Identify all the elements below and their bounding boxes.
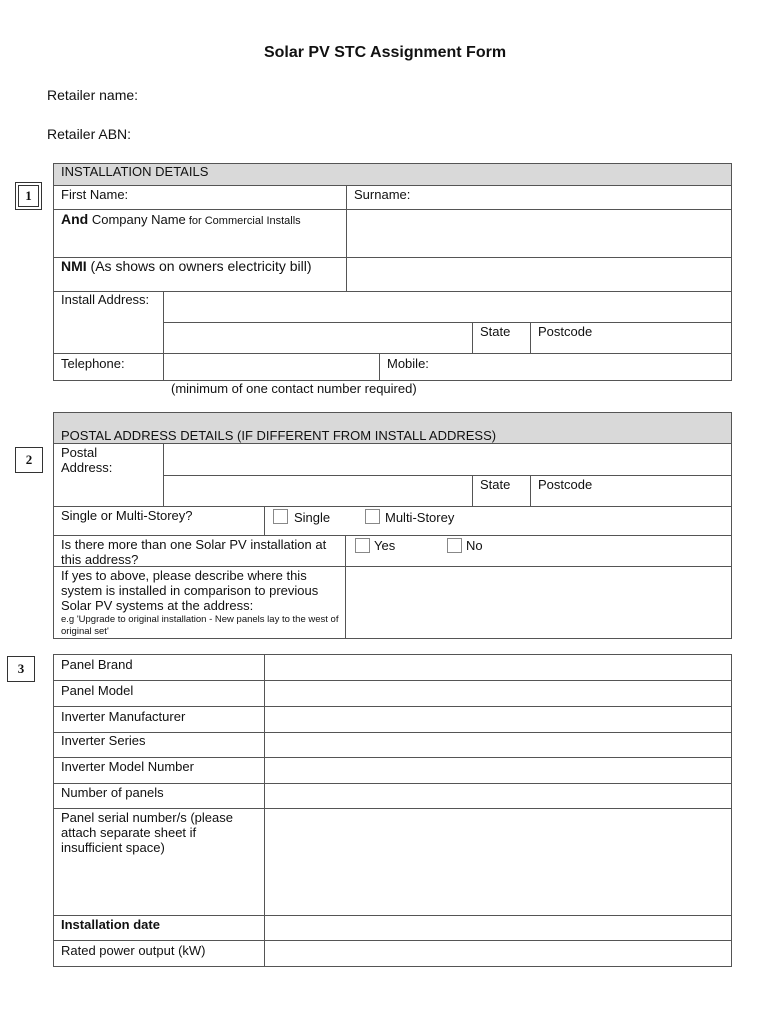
describe-input[interactable] (347, 567, 730, 637)
number-of-panels-input[interactable] (266, 784, 730, 808)
panel-serial-numbers-input[interactable] (266, 809, 730, 914)
installation-details-header: INSTALLATION DETAILS (61, 164, 209, 179)
postal-postcode-label: Postcode (538, 477, 593, 492)
postal-address-header: POSTAL ADDRESS DETAILS (IF DIFFERENT FROM INSTALL ADDRESS) (61, 428, 497, 443)
section-2-number: 2 (15, 447, 43, 473)
retailer-name-label: Retailer name: (47, 87, 139, 103)
form-title: Solar PV STC Assignment Form (263, 44, 507, 61)
company-name-label: And Company Name for Commercial Installs (61, 211, 301, 227)
describe-question: If yes to above, please describe where this system is installed in comparison to previous Solar PV systems at the address: (61, 568, 319, 613)
installation-date-input[interactable] (266, 916, 730, 939)
install-address-line-2-input[interactable] (165, 323, 470, 352)
section-3-number: 3 (7, 656, 35, 682)
company-name-input[interactable] (348, 210, 730, 256)
surname-label: Surname: (354, 187, 411, 202)
install-postcode-label: Postcode (538, 324, 593, 339)
surname-input[interactable] (420, 186, 730, 208)
inverter-model-number-label: Inverter Model Number (61, 759, 194, 774)
inverter-series-label: Inverter Series (61, 733, 146, 748)
rated-power-output-label: Rated power output (kW) (61, 943, 206, 958)
number-of-panels-label: Number of panels (61, 785, 164, 800)
storey-question: Single or Multi-Storey? (61, 508, 193, 523)
nmi-label: NMI (As shows on owners electricity bill) (61, 258, 312, 274)
installation-date-label: Installation date (61, 917, 160, 932)
more-than-one-question: Is there more than one Solar PV installation at this address? (61, 537, 327, 567)
retailer-abn-label: Retailer ABN: (47, 126, 132, 142)
panel-model-label: Panel Model (61, 683, 134, 698)
rated-power-output-input[interactable] (266, 941, 730, 965)
install-address-line-1-input[interactable] (165, 292, 730, 321)
telephone-input[interactable] (165, 354, 377, 380)
inverter-manufacturer-input[interactable] (266, 707, 730, 731)
no-checkbox[interactable] (447, 538, 462, 553)
multi-storey-checkbox[interactable] (365, 509, 380, 524)
inverter-manufacturer-label: Inverter Manufacturer (61, 709, 186, 724)
describe-example: e.g 'Upgrade to original installation - New panels lay to the west of original set' (61, 614, 339, 637)
no-option-label: No (466, 538, 483, 553)
panel-serial-numbers-label: Panel serial number/s (please attach separate sheet if insufficient space) (61, 810, 233, 855)
panel-brand-input[interactable] (266, 655, 730, 679)
yes-checkbox[interactable] (355, 538, 370, 553)
postal-address-label: Postal Address: (61, 445, 113, 475)
panel-brand-label: Panel Brand (61, 657, 133, 672)
single-option-label: Single (294, 510, 331, 525)
section-1-number: 1 (15, 182, 42, 210)
mobile-label: Mobile: (387, 356, 429, 371)
yes-option-label: Yes (374, 538, 396, 553)
postal-address-line-2-input[interactable] (165, 476, 470, 505)
contact-note: (minimum of one contact number required) (171, 381, 417, 396)
panel-model-input[interactable] (266, 681, 730, 705)
telephone-label: Telephone: (61, 356, 125, 371)
inverter-model-number-input[interactable] (266, 758, 730, 782)
install-address-label: Install Address: (61, 292, 150, 307)
first-name-label: First Name: (61, 187, 129, 202)
inverter-series-input[interactable] (266, 733, 730, 757)
multi-storey-option-label: Multi-Storey (385, 510, 455, 525)
nmi-input[interactable] (348, 258, 730, 290)
install-state-label: State (480, 324, 511, 339)
first-name-input[interactable] (135, 186, 345, 208)
postal-address-line-1-input[interactable] (165, 444, 730, 474)
mobile-input[interactable] (440, 354, 730, 380)
single-checkbox[interactable] (273, 509, 288, 524)
postal-state-label: State (480, 477, 511, 492)
